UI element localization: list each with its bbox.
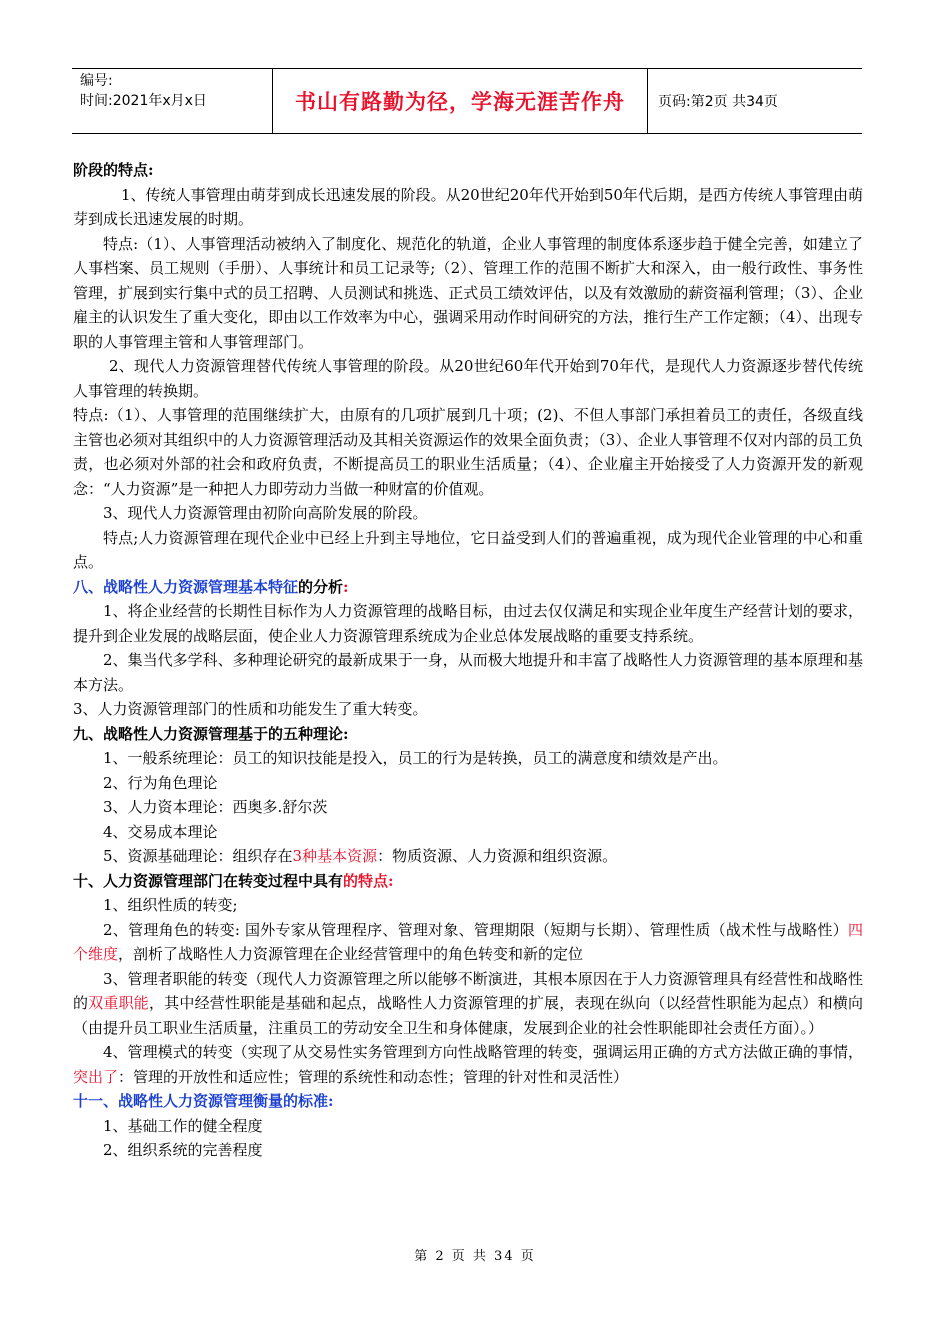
stage-heading: 阶段的特点: xyxy=(73,161,154,179)
paragraph-stage-3-features: 特点;人力资源管理在现代企业中已经上升到主导地位，它日益受到人们的普遍重视，成为现代企业管理的中心和重点。 xyxy=(73,528,863,571)
section-9-item-5 xyxy=(73,844,863,869)
page-footer: 第 2 页 共 34 页 xyxy=(414,1249,536,1264)
section-9-item-3: 3、人力资本理论：西奥多.舒尔茨 xyxy=(103,798,328,816)
page-header xyxy=(72,68,862,134)
section-11-heading: 十一、战略性人力资源管理衡量的标准: xyxy=(73,1092,334,1110)
section-9-item-4: 4、交易成本理论 xyxy=(103,822,218,841)
section-8-item-3: 3、人力资源管理部门的性质和功能发生了重大转变。 xyxy=(73,700,428,718)
section-9-heading: 九、战略性人力资源管理基于的五种理论: xyxy=(73,724,349,743)
paragraph-stage-1: 1、传统人事管理由萌芽到成长迅速发展的阶段。从20世纪20年代开始到50年代后期，是西方传统人事管理由萌芽到成长迅速发展的时期。 xyxy=(73,185,863,228)
section-10-item-2 xyxy=(73,918,863,967)
section-9-item-5-highlight: 3种基本资源 xyxy=(292,847,378,865)
section-8-item-2: 2、集当代多学科、多种理论研究的最新成果于一身，从而极大地提升和丰富了战略性人力资源管理的基本原理和基本方法。 xyxy=(73,651,863,694)
section-10-colon: : xyxy=(388,871,394,890)
header-left-cell xyxy=(72,69,272,133)
paragraph-stage-2: 2、现代人力资源管理替代传统人事管理的阶段。从20世纪60年代开始到70年代，是现代人力资源逐步替代传统人事管理的转换期。 xyxy=(73,357,863,400)
section-8-title-suffix: 的分析 xyxy=(298,577,344,596)
section-9-item-1: 1、一般系统理论：员工的知识技能是投入，员工的行为是转换，员工的满意度和绩效是产出。 xyxy=(103,749,728,767)
section-9-item-5-text-a: 5、资源基础理论：组织存在 xyxy=(103,847,293,865)
section-11-item-2: 2、组织系统的完善程度 xyxy=(103,1141,263,1159)
section-10-item-3-highlight: 双重职能 xyxy=(88,994,149,1012)
section-10-item-3-text-a: 3、管理者职能的转变（现代人力资源管理之所以能够不断演进，其根本原因在于人力资源管理具有经营性和战略性的 xyxy=(73,969,863,1012)
section-10-item-4-text-b: ：管理的开放性和适应性；管理的系统性和动态性；管理的针对性和灵活性） xyxy=(118,1067,629,1086)
section-10-title: 十、人力资源管理部门在转变过程中具有 xyxy=(73,871,344,890)
header-motto: 书山有路勤为径，学海无涯苦作舟 xyxy=(272,69,648,133)
section-10-item-4-highlight: 突出了 xyxy=(73,1067,119,1086)
paragraph-stage-2-features: 特点:（1）、人事管理的范围继续扩大，由原有的几项扩展到几十项；(2)、不但人事部门承担着员工的责任，各级直线主管也必须对其组织中的人力资源管理活动及其相关资源运作的效果全面负责；（3）、企业人事管理不仅对内部的员工负责，也必须对外部的社会和政府负责，不断提高员工的职业生活质量；（4）、企业雇主开始接受了人力资源开发的新观念：“人力资源”是一种把人力即劳动力当做一种财富的价值观。 xyxy=(73,406,863,498)
section-10-item-2-text-a: 2、管理角色的转变: 国外专家从管理程序、管理对象、管理期限（短期与长期）、管理性质（战术性与战略性） xyxy=(103,920,848,939)
date-label: 时间:2021年x月x日 xyxy=(80,93,207,109)
code-label: 编号: xyxy=(80,73,113,89)
section-10-title-highlight: 的特点 xyxy=(343,871,389,890)
section-10-item-3 xyxy=(73,967,863,1041)
section-10-item-2-text-b: ，剖析了战略性人力资源管理在企业经营管理中的角色转变和新的定位 xyxy=(118,945,584,963)
document-body xyxy=(73,158,863,1163)
section-8-item-1: 1、将企业经营的长期性目标作为人力资源管理的战略目标，由过去仅仅满足和实现企业年度生产经营计划的要求，提升到企业发展的战略层面，使企业人力资源管理系统成为企业总体发展战略的重要支持系统。 xyxy=(73,602,863,645)
paragraph-stage-1-features: 特点:（1）、人事管理活动被纳入了制度化、规范化的轨道，企业人事管理的制度体系逐步趋于健全完善，如建立了人事档案、员工规则（手册）、人事统计和员工记录等;（2）、管理工作的范围不断扩大和深入，由一般行政性、事务性管理，扩展到实行集中式的员工招聘、人员测试和挑选、正式员工绩效评估，以及有效激励的薪资福利管理；（3）、企业雇主的认识发生了重大变化，即由以工作效率为中心，强调采用动作时间研究的方法，推行生产工作定额；（4）、出现专职的人事管理主管和人事管理部门。 xyxy=(73,234,863,351)
section-8-colon: : xyxy=(343,577,349,596)
section-10-item-2-highlight: 四个维度 xyxy=(73,920,863,963)
header-page-info: 页码:第2页 共34页 xyxy=(658,94,778,110)
section-9-item-2: 2、行为角色理论 xyxy=(103,773,218,792)
section-10-item-3-text-b: ，其中经营性职能是基础和起点，战略性人力资源管理的扩展，表现在纵向（以经营性职能为起点）和横向（由提升员工职业生活质量，注重员工的劳动安全卫生和身体健康，发展到企业的社会性职能即社会责任方面）。） xyxy=(73,994,863,1037)
section-10-item-4-text-a: 4、管理模式的转变（实现了从交易性实务管理到方向性战略管理的转变，强调运用正确的方式方法做正确的事情， xyxy=(103,1043,863,1061)
section-8-heading xyxy=(73,575,863,600)
section-10-item-4 xyxy=(73,1040,863,1089)
section-11-item-1: 1、基础工作的健全程度 xyxy=(103,1116,263,1135)
section-10-heading xyxy=(73,869,863,894)
section-10-item-1: 1、组织性质的转变; xyxy=(103,896,238,914)
section-9-item-5-text-b: ：物质资源、人力资源和组织资源。 xyxy=(377,847,618,865)
paragraph-stage-3: 3、现代人力资源管理由初阶向高阶发展的阶段。 xyxy=(103,504,428,522)
section-8-title: 八、战略性人力资源管理基本特征 xyxy=(73,577,299,596)
